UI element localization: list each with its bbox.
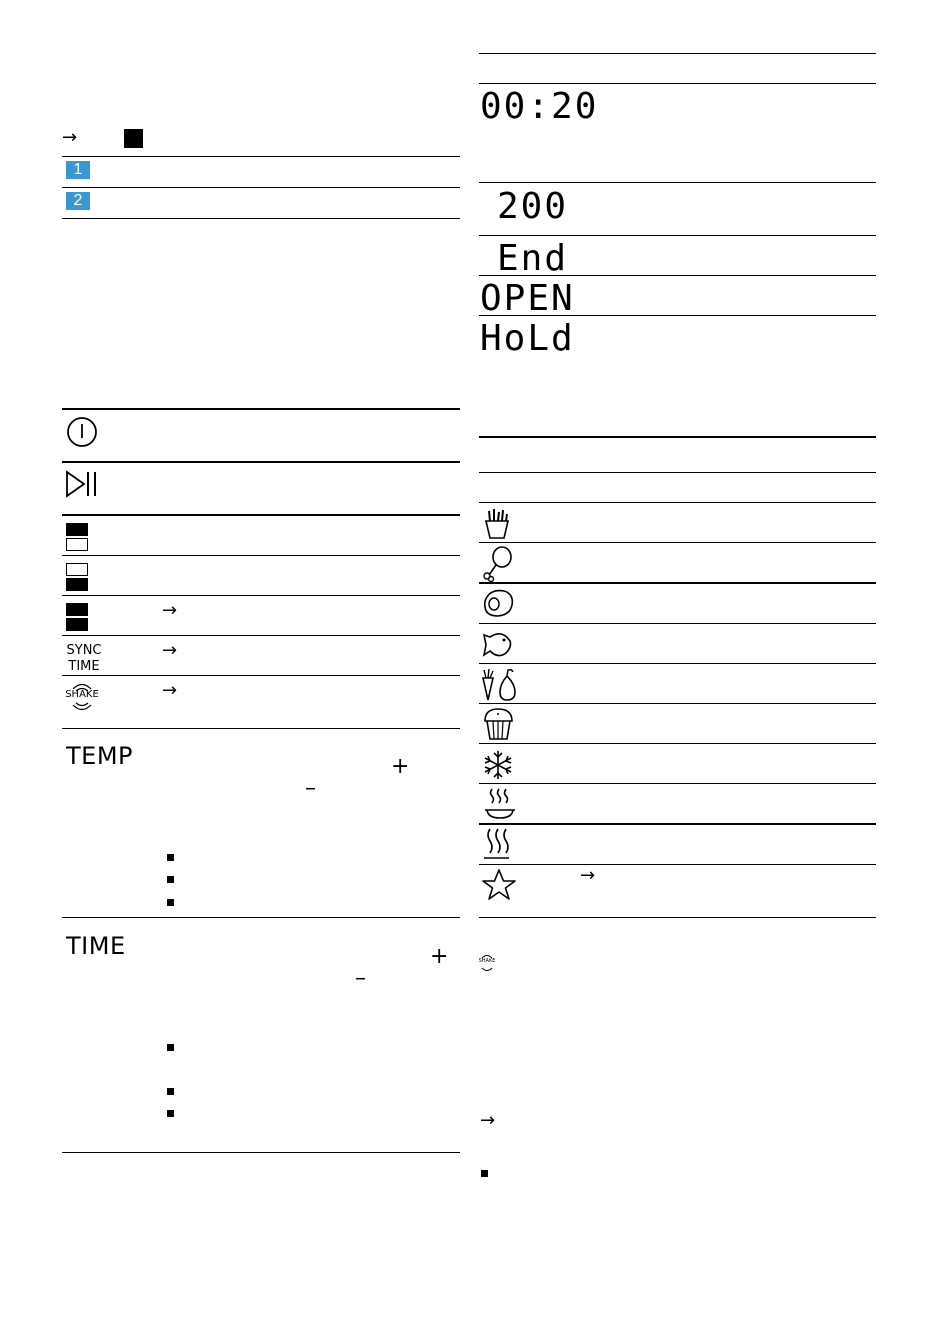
divider bbox=[62, 218, 460, 219]
vegetables-icon bbox=[480, 666, 518, 702]
zone-1-icon-lower bbox=[66, 538, 88, 551]
bullet bbox=[167, 1044, 174, 1051]
divider bbox=[479, 582, 876, 584]
divider bbox=[479, 917, 876, 918]
time-label: TIME bbox=[66, 932, 126, 960]
divider bbox=[479, 623, 876, 624]
step-badge-2: 2 bbox=[66, 192, 90, 210]
fish-icon bbox=[482, 627, 516, 661]
shake-label: SHAKE bbox=[478, 958, 496, 964]
drumstick-icon bbox=[482, 546, 514, 582]
display-timer: 00:20 bbox=[480, 86, 599, 127]
divider bbox=[62, 675, 460, 676]
divider bbox=[479, 864, 876, 865]
display-hold: HoLd bbox=[480, 318, 575, 359]
both-zones-icon-lower bbox=[66, 618, 88, 631]
start-stop-square-icon bbox=[124, 129, 143, 148]
arrow-icon: → bbox=[162, 680, 178, 701]
plus-icon: + bbox=[430, 944, 449, 969]
fries-icon bbox=[482, 507, 512, 539]
play-pause-icon bbox=[66, 471, 98, 497]
step-badge-1: 1 bbox=[66, 161, 90, 179]
divider bbox=[62, 187, 460, 188]
divider bbox=[62, 635, 460, 636]
plus-icon: + bbox=[391, 754, 410, 779]
sync-label: SYNC bbox=[66, 643, 102, 658]
zone-1-icon bbox=[66, 523, 88, 536]
reheat-icon bbox=[483, 827, 513, 861]
divider bbox=[62, 1152, 460, 1153]
divider bbox=[479, 436, 876, 438]
display-temperature: 200 bbox=[497, 186, 569, 227]
arrow-icon: → bbox=[162, 640, 178, 661]
bullet bbox=[481, 1170, 488, 1177]
shake-label: SHAKE bbox=[65, 689, 99, 700]
minus-icon: – bbox=[305, 776, 316, 801]
divider bbox=[62, 555, 460, 556]
divider bbox=[479, 542, 876, 543]
divider bbox=[479, 182, 876, 183]
divider bbox=[479, 235, 876, 236]
divider bbox=[479, 315, 876, 316]
bullet bbox=[167, 1110, 174, 1117]
minus-icon: – bbox=[355, 966, 366, 991]
divider bbox=[479, 823, 876, 825]
divider bbox=[62, 514, 460, 516]
star-icon bbox=[481, 868, 517, 902]
steak-icon bbox=[482, 587, 516, 619]
bullet bbox=[167, 899, 174, 906]
zone-2-icon bbox=[66, 578, 88, 591]
divider bbox=[62, 461, 460, 463]
divider bbox=[479, 83, 876, 84]
divider bbox=[479, 275, 876, 276]
arrow-icon: → bbox=[62, 127, 78, 148]
divider bbox=[479, 743, 876, 744]
time-label-small: TIME bbox=[68, 659, 100, 674]
divider bbox=[62, 917, 460, 918]
zone-2-icon-upper bbox=[66, 563, 88, 576]
arrow-icon: → bbox=[480, 1110, 496, 1131]
arrow-icon: → bbox=[580, 865, 596, 886]
divider bbox=[62, 728, 460, 729]
divider bbox=[62, 156, 460, 157]
divider bbox=[479, 663, 876, 664]
divider bbox=[479, 502, 876, 503]
divider bbox=[479, 472, 876, 473]
muffin-icon bbox=[482, 707, 516, 741]
divider bbox=[479, 703, 876, 704]
snowflake-icon bbox=[482, 749, 516, 781]
arrow-icon: → bbox=[162, 600, 178, 621]
both-zones-icon bbox=[66, 603, 88, 616]
divider bbox=[62, 408, 460, 410]
divider bbox=[62, 595, 460, 596]
divider bbox=[479, 53, 876, 54]
display-open: OPEN bbox=[480, 278, 575, 319]
bullet bbox=[167, 1088, 174, 1095]
bullet bbox=[167, 854, 174, 861]
power-icon bbox=[66, 416, 98, 448]
keep-warm-icon bbox=[484, 787, 516, 821]
divider bbox=[479, 783, 876, 784]
temp-label: TEMP bbox=[66, 742, 134, 770]
display-end: End bbox=[497, 238, 569, 279]
bullet bbox=[167, 876, 174, 883]
